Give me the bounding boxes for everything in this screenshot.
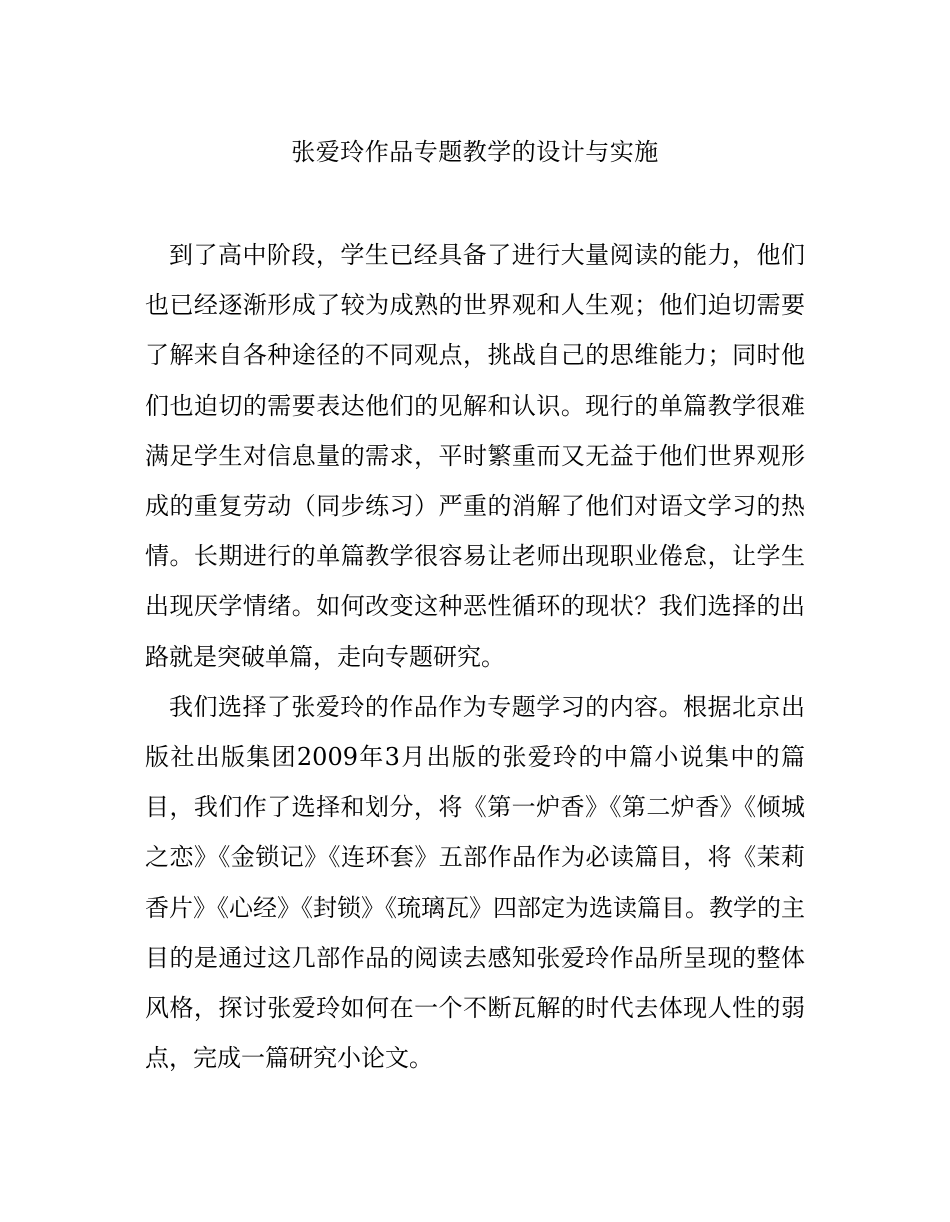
paragraph-intro: 到了高中阶段，学生已经具备了进行大量阅读的能力，他们也已经逐渐形成了较为成熟的世界观和人生观；他们迫切需要了解来自各种途径的不同观点，挑战自己的思维能力；同时他们也迫切的需要表达他们的见解和认识。现行的单篇教学很难满足学生对信息量的需求，平时繁重而又无益于他们世界观形成的重复劳动（同步练习）严重的消解了他们对语文学习的热情。长期进行的单篇教学很容易让老师出现职业倦怠，让学生出现厌学情绪。如何改变这种恶性循环的现状？我们选择的出路就是突破单篇，走向专题研究。 [145,241,805,671]
document-body [145,230,805,1083]
document-title: 张爱玲作品专题教学的设计与实施 [291,138,659,166]
paragraph-selection: 我们选择了张爱玲的作品作为专题学习的内容。根据北京出版社出版集团2009年3月出版的张爱玲的中篇小说集中的篇目，我们作了选择和划分，将《第一炉香》《第二炉香》《倾城之恋》《金锁记》《连环套》五部作品作为必读篇目，将《茉莉香片》《心经》《封锁》《琉璃瓦》四部定为选读篇目。教学的主目的是通过这几部作品的阅读去感知张爱玲作品所呈现的整体风格，探讨张爱玲如何在一个不断瓦解的时代去体现人性的弱点，完成一篇研究小论文。 [145,692,805,1073]
